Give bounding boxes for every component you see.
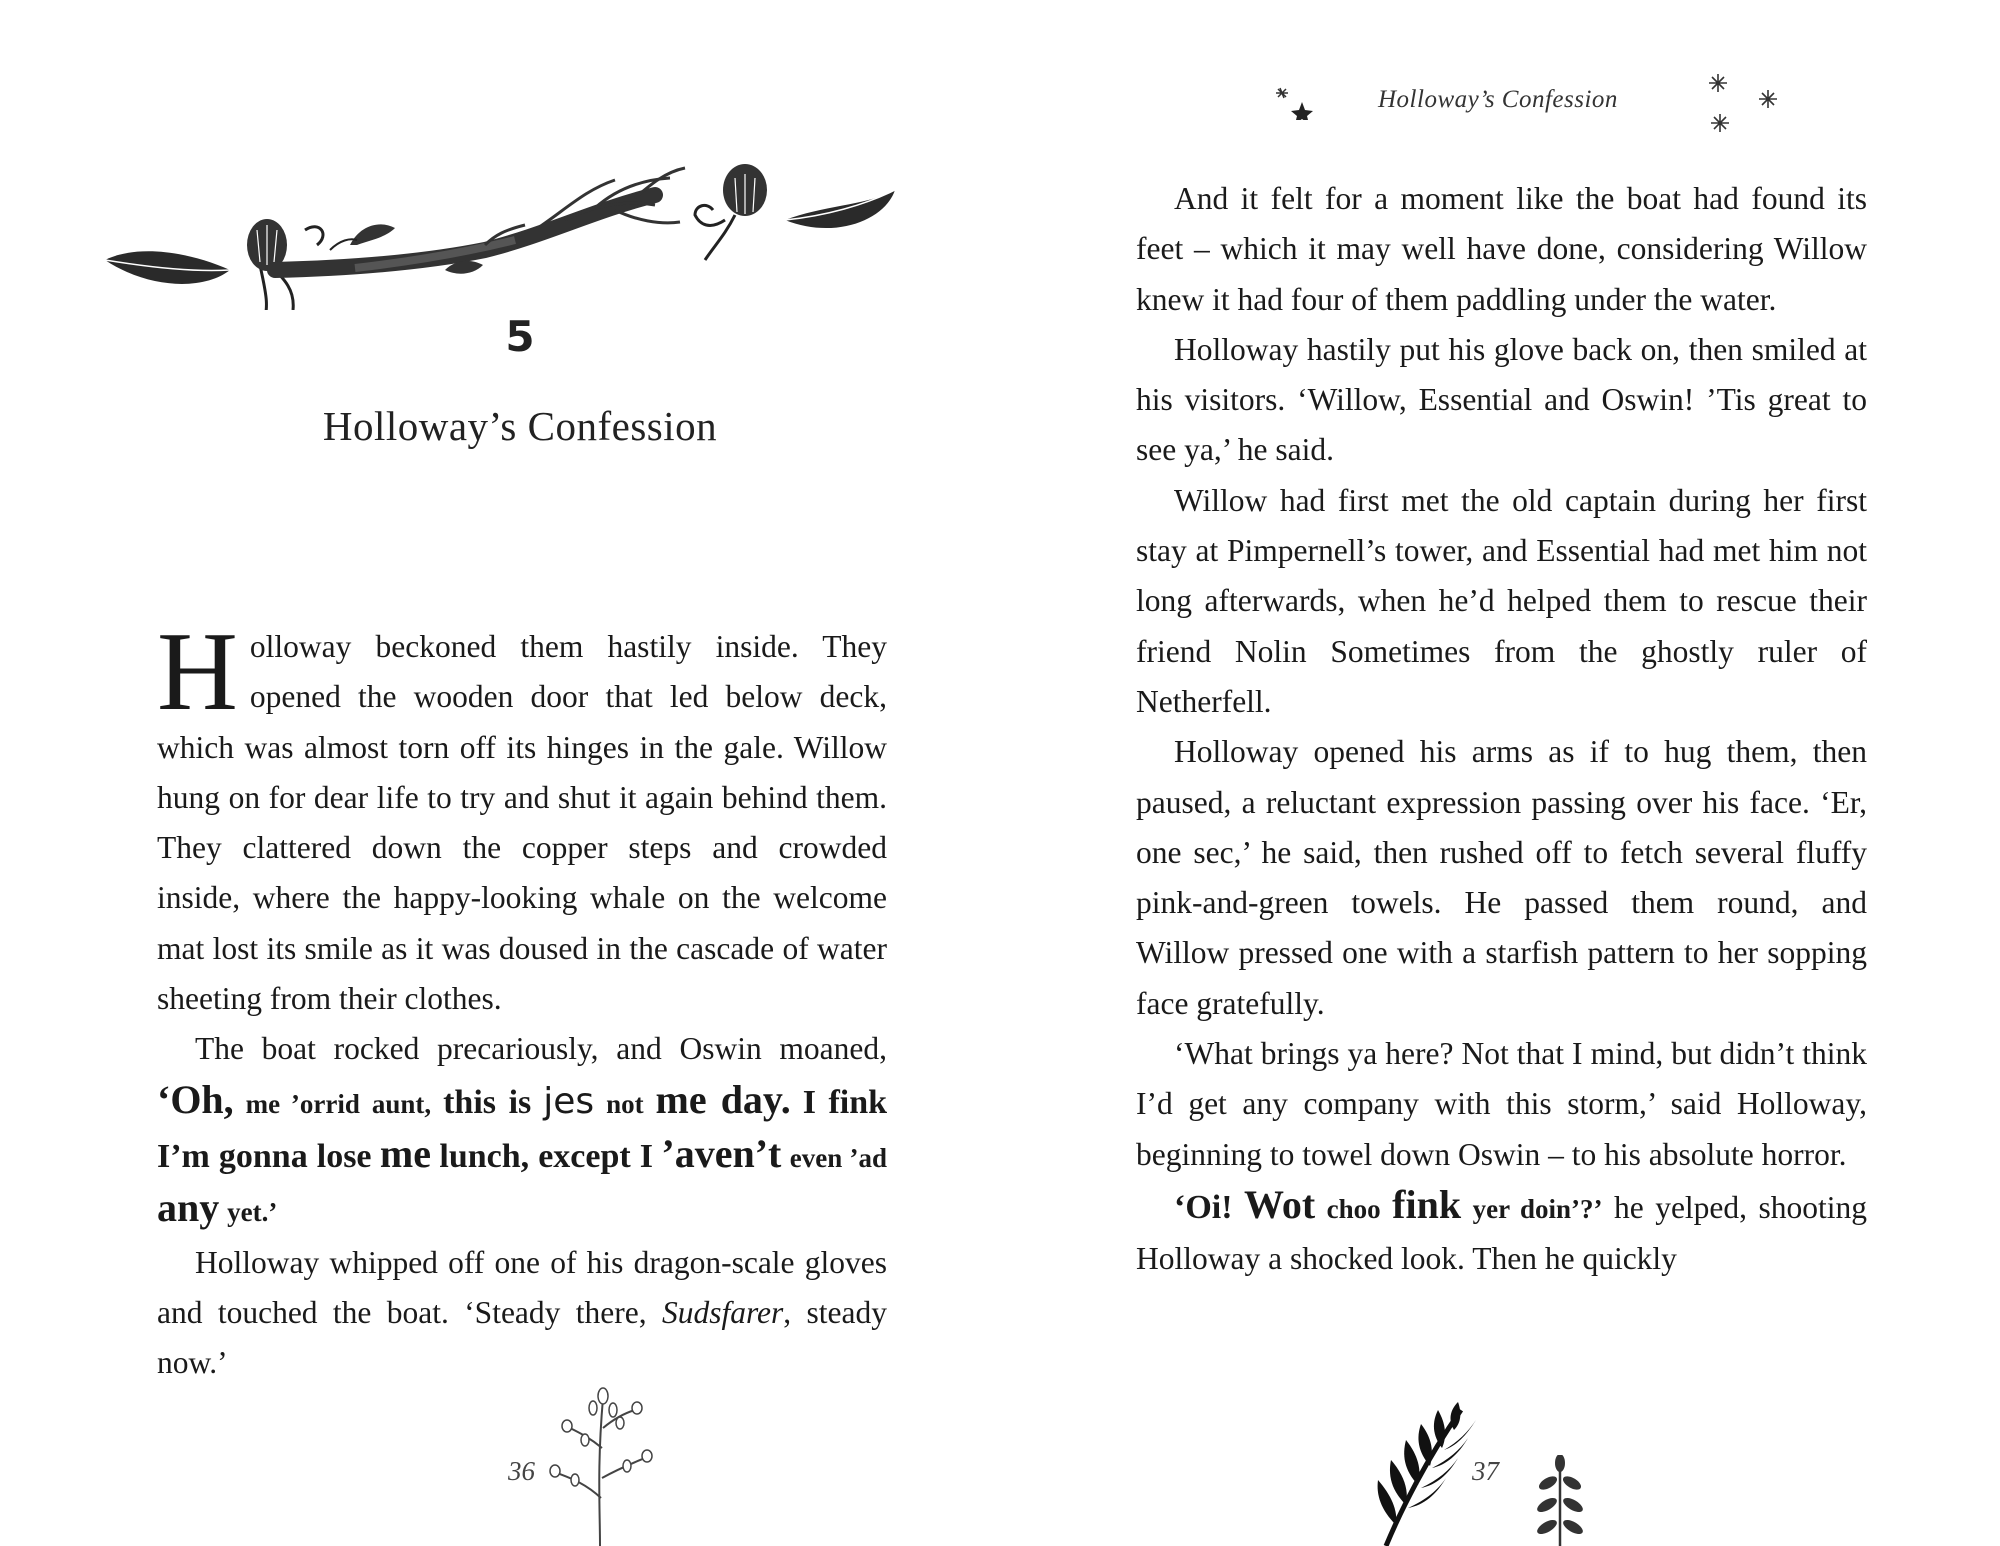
speech-word: me <box>379 1130 431 1176</box>
speech-word: jes <box>543 1080 595 1122</box>
paragraph: Holloway hastily put his glove back on, then smiled at his visitors. ‘Willow, Essential and Oswin! ’Tis great to see ya,’ he said. <box>1136 331 1867 468</box>
paragraph: Holloway opened his arms as if to hug them, then paused, a reluctant expression passing over his face. ‘Er, one sec,’ he said, then rushed off to fetch several fluffy pink-and-green towels. He passed them round, and Willow pressed one with a starfish pattern to her sopping face gratefully. <box>1136 734 1867 1021</box>
stars-icon <box>1698 70 1788 140</box>
speech-word: Wot <box>1244 1181 1316 1227</box>
paragraph: And it felt for a moment like the boat had found its feet – which it may well have done, considering Willow knew it had four of them paddling under the water. <box>1136 181 1867 317</box>
speech-word: this is <box>443 1083 532 1121</box>
speech-word: me ’orrid <box>245 1088 360 1119</box>
chapter-number: 5 <box>505 312 535 361</box>
speech-word: lunch, except I <box>439 1137 653 1175</box>
speech-word: any <box>157 1185 220 1231</box>
speech-word: ‘Oh, <box>157 1076 234 1122</box>
paragraph-last <box>1136 1180 1867 1285</box>
right-body-text <box>1136 174 1867 1285</box>
drop-cap: H <box>157 610 238 734</box>
speech-word: me day. <box>655 1076 791 1122</box>
speech-word: even ’ad <box>789 1142 888 1173</box>
speech-word: I fink I’m gonna lose <box>157 1083 888 1175</box>
paragraph: ‘What brings ya here? Not that I mind, but didn’t think I’d get any company with this storm,’ said Holloway, beginning to towel down Oswin – to his absolute horror. <box>1136 1036 1867 1172</box>
speech-word: ‘Oi! <box>1174 1188 1233 1226</box>
oswin-speech <box>1174 1181 1603 1227</box>
page-number: 36 <box>508 1456 535 1486</box>
chapter-title: Holloway’s Confession <box>322 403 718 449</box>
speech-word: yer doin’?’ <box>1472 1193 1603 1224</box>
branch-flowers-illustration <box>95 150 955 310</box>
leaf-illustration <box>1530 1455 1590 1546</box>
paragraph-1-text: olloway beckoned them hastily inside. They opened the wooden door that led below deck, which was almost torn off its hinges in the gale. Willow hung on for dear life to try and shut it again behind them. They clattered down the copper steps and crowded inside, where the happy-looking whale on the welcome mat lost its smile as it was doused in the cascade of water sheeting from their clothes. <box>157 629 887 1017</box>
left-body-text <box>157 610 888 1388</box>
paragraph-3-text: Holloway whipped off one of his dragon-scale gloves and touched the boat. ‘Steady there, <box>157 1244 887 1330</box>
speech-word: not <box>606 1088 644 1119</box>
paragraph-1 <box>157 610 887 1024</box>
speech-word: ’aven’t <box>661 1130 782 1176</box>
paragraph-3-end: , steady now.’ <box>157 1294 887 1381</box>
speech-word: yet.’ <box>227 1197 278 1228</box>
running-head: Holloway’s Confession <box>1378 86 1618 113</box>
speech-word: aunt, <box>371 1088 432 1119</box>
fern-illustration <box>1366 1400 1486 1546</box>
page-number: 37 <box>1472 1456 1499 1486</box>
boat-name: Sudsfarer <box>661 1294 784 1330</box>
sprig-illustration <box>545 1378 655 1546</box>
paragraph-2 <box>157 1024 887 1237</box>
stars-icon <box>1272 80 1322 120</box>
paragraph: Willow had first met the old captain during her first stay at Pimpernell’s tower, and Essential had met him not long afterwards, when he’d helped them to rescue their friend Nolin Sometimes from the ghostly ruler of Netherfell. <box>1136 482 1867 719</box>
speech-word: fink <box>1392 1181 1462 1227</box>
paragraph-last-text: he yelped, shooting Holloway a shocked look. Then he quickly <box>1136 1189 1868 1277</box>
speech-word: choo <box>1326 1193 1381 1224</box>
oswin-speech <box>157 1076 888 1231</box>
paragraph-3 <box>157 1238 887 1389</box>
paragraph-2-lead: The boat rocked precariously, and Oswin moaned, <box>195 1031 887 1067</box>
